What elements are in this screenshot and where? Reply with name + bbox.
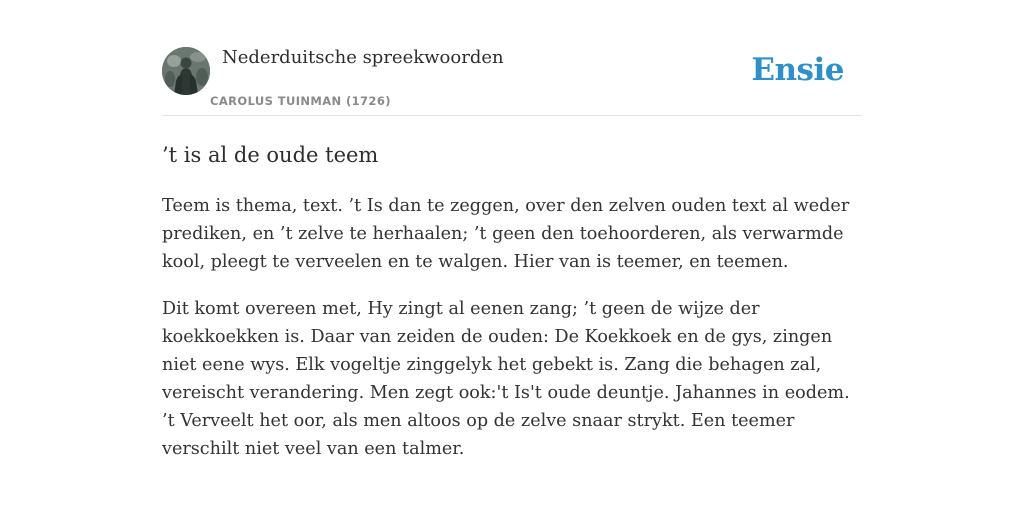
header (162, 0, 862, 116)
ensie-logo[interactable]: Ensie (751, 52, 844, 88)
statue-portrait-icon[interactable] (162, 47, 210, 95)
entry-title: ’t is al de oude teem (162, 143, 379, 167)
book-title-link[interactable]: Nederduitsche spreekwoorden (222, 47, 504, 68)
page (162, 0, 862, 459)
author-label: CAROLUS TUINMAN (1726) (210, 94, 391, 108)
entry-paragraph: Teem is thema, text. ’t Is dan te zeggen, over den zelven ouden text al weder prediken, en ’t zelve te herhaalen; ’t geen den toehoorderen, als verwarmde kool, pleegt te verveelen en te walgen. Hier van is teemer, en teemen. (162, 196, 850, 272)
entry-paragraph: Dit komt overeen met, Hy zingt al eenen zang; ’t geen de wijze der koekkoekken is. Daar van zeiden de ouden: De Koekkoek en de gys, zingen niet eene wys. Elk vogeltje zinggelyk het gebekt is. Zang die behagen zal, vereischt verandering. Men zegt ook:'t Is't oude deuntje. Jahannes in eodem. ’t Verveelt het oor, als men altoos op de zelve snaar strykt. Een teemer verschilt niet veel van een talmer. (162, 299, 850, 459)
